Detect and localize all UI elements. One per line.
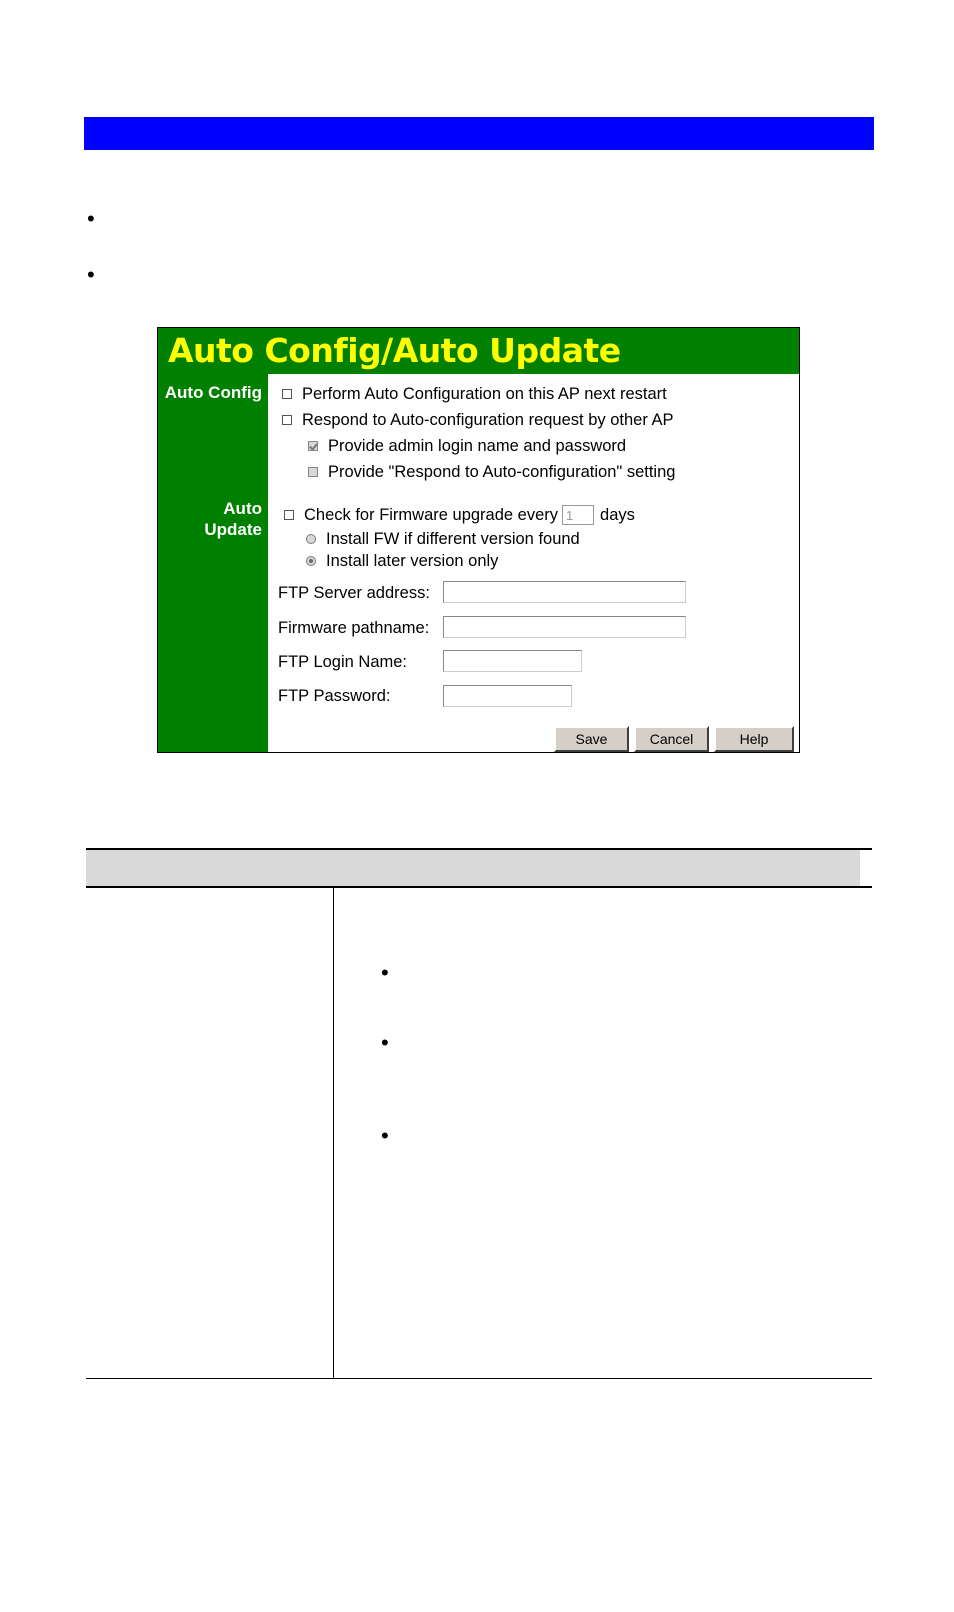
table-bullet-point: • [381, 1030, 389, 1055]
cancel-button[interactable]: Cancel [634, 726, 709, 752]
auto-update-section-label [204, 498, 262, 540]
check-firmware-row[interactable] [284, 505, 635, 525]
days-input[interactable] [562, 505, 594, 525]
panel-title: Auto Config/Auto Update [158, 328, 799, 374]
provide-respond-setting-row[interactable] [308, 462, 675, 482]
provide-respond-setting-checkbox[interactable] [308, 467, 318, 477]
bullet-point: • [87, 206, 95, 231]
respond-auto-config-row[interactable] [282, 410, 674, 430]
install-later-row[interactable] [306, 551, 498, 571]
install-later-label: Install later version only [326, 552, 499, 570]
bullet-point: • [87, 262, 95, 287]
table-bullet-point: • [381, 1123, 389, 1148]
provide-respond-setting-label: Provide "Respond to Auto-configuration" setting [328, 463, 676, 481]
help-button[interactable]: Help [714, 726, 794, 752]
install-later-radio[interactable] [306, 556, 316, 566]
install-different-label: Install FW if different version found [326, 530, 580, 548]
firmware-path-input[interactable] [443, 616, 686, 638]
table-header-rule [86, 886, 872, 888]
ftp-login-label: FTP Login Name: [278, 653, 408, 671]
table-bottom-rule [86, 1378, 872, 1379]
provide-admin-label: Provide admin login name and password [328, 437, 627, 455]
check-firmware-label: Check for Firmware upgrade every [304, 506, 559, 524]
perform-auto-config-label: Perform Auto Configuration on this AP next restart [302, 385, 667, 403]
ftp-login-input[interactable] [443, 650, 582, 672]
table-header [86, 850, 860, 886]
perform-auto-config-row[interactable] [282, 384, 667, 404]
auto-update-label-line1: Auto [223, 499, 262, 518]
ftp-server-label: FTP Server address: [278, 584, 430, 602]
provide-admin-row[interactable] [308, 436, 626, 456]
auto-config-panel [157, 327, 800, 753]
perform-auto-config-checkbox[interactable] [282, 389, 292, 399]
check-firmware-checkbox[interactable] [284, 510, 294, 520]
save-button[interactable]: Save [554, 726, 629, 752]
table-column-divider [333, 888, 334, 1378]
auto-config-section-label: Auto Config [164, 383, 262, 402]
panel-sidebar [158, 374, 268, 752]
auto-update-label-line2: Update [204, 520, 262, 539]
ftp-server-input[interactable] [443, 581, 686, 603]
ftp-password-input[interactable] [443, 685, 572, 707]
panel-content [268, 374, 799, 752]
table-bullet-point: • [381, 960, 389, 985]
respond-auto-config-checkbox[interactable] [282, 415, 292, 425]
install-different-radio[interactable] [306, 534, 316, 544]
install-different-row[interactable] [306, 529, 580, 549]
table-header-edge [860, 850, 872, 886]
respond-auto-config-label: Respond to Auto-configuration request by other AP [302, 411, 674, 429]
section-header-bar [84, 117, 874, 150]
firmware-path-label: Firmware pathname: [278, 619, 430, 637]
provide-admin-checkbox[interactable] [308, 441, 318, 451]
ftp-password-label: FTP Password: [278, 687, 391, 705]
days-label: days [600, 506, 635, 524]
